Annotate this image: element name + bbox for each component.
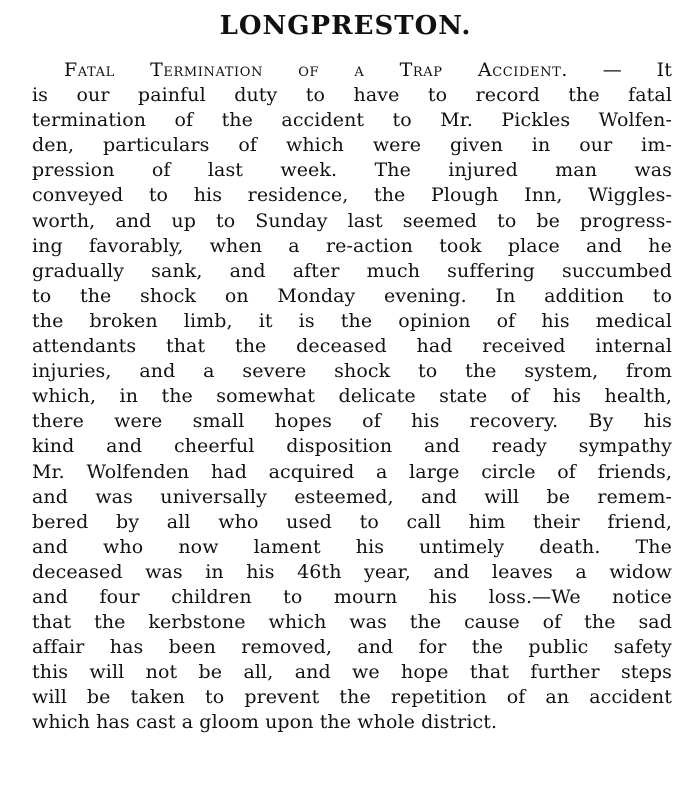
article-line-12: attendants that the deceased had received internal [32, 335, 672, 358]
article-line-10: to the shock on Monday evening. In addition to [32, 284, 672, 307]
article-line-25: this will not be all, and we hope that further steps [32, 661, 672, 684]
article-line-5: pression of last week. The injured man was [32, 159, 672, 182]
article-line-2: is our painful duty to have to record the fatal [32, 84, 672, 107]
article-line-6: conveyed to his residence, the Plough Inn, Wiggles- [32, 184, 672, 207]
article-line-17: Mr. Wolfenden had acquired a large circle of friends, [32, 460, 672, 483]
article-line-26: will be taken to prevent the repetition of an accident [32, 686, 672, 709]
article-line-1 [32, 58, 672, 83]
article-line-18: and was universally esteemed, and will be remem- [32, 485, 672, 508]
article-line-3: termination of the accident to Mr. Pickles Wolfen- [32, 109, 672, 132]
article-line-22: and four children to mourn his loss.—We notice [32, 585, 672, 608]
article-line-8: ing favorably, when a re-action took place and he [32, 234, 672, 257]
article-line-11: the broken limb, it is the opinion of his medical [32, 309, 672, 332]
article-line-27: which has cast a gloom upon the whole district. [32, 711, 498, 734]
article-body [32, 58, 672, 736]
article-line-23: that the kerbstone which was the cause of the sad [32, 611, 672, 634]
headline: LONGPRESTON. [219, 11, 472, 41]
article-line-9: gradually sank, and after much suffering succumbed [32, 259, 672, 282]
article-line-19: bered by all who used to call him their friend, [32, 510, 672, 533]
article-line-16: kind and cheerful disposition and ready sympathy [32, 435, 672, 458]
article-line-15: there were small hopes of his recovery. By his [32, 410, 672, 433]
article-line-14: which, in the somewhat delicate state of his health, [32, 385, 672, 408]
article-line-20: and who now lament his untimely death. The [32, 535, 672, 558]
article-line-1-tail: — It [568, 59, 672, 81]
article-line-21: deceased was in his 46th year, and leaves a widow [32, 560, 672, 583]
article-line-4: den, particulars of which were given in our im- [32, 134, 672, 157]
article-line-13: injuries, and a severe shock to the system, from [32, 360, 672, 383]
article-lead-caps: Fatal Termination of a Trap Accident. [64, 59, 569, 81]
article-line-7: worth, and up to Sunday last seemed to be progress- [32, 209, 672, 232]
article-line-24: affair has been removed, and for the public safety [32, 636, 672, 659]
